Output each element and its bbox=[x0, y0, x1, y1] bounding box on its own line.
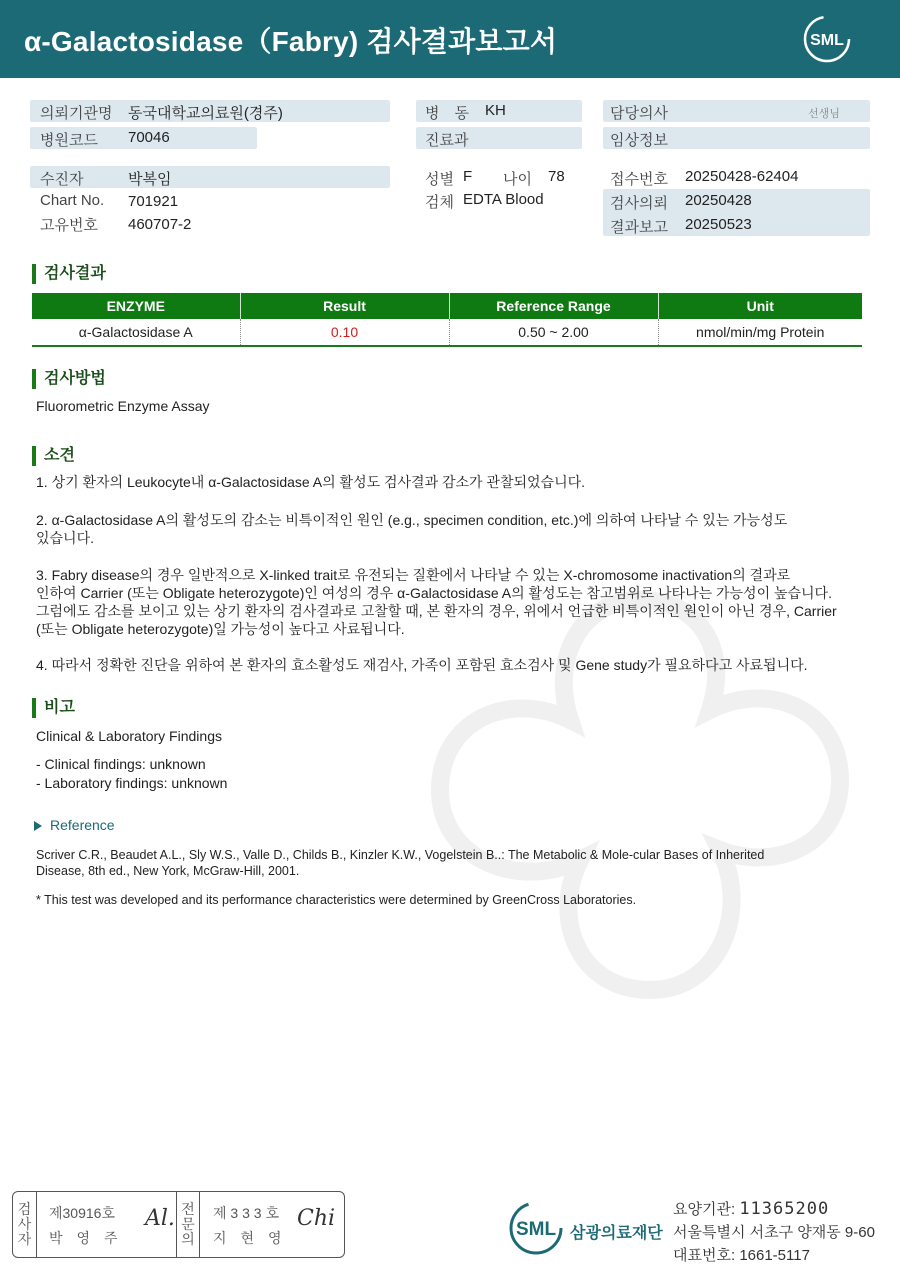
unique-label: 고유번호 bbox=[40, 217, 98, 234]
specialist-label-char: 전 bbox=[181, 1201, 195, 1217]
specialist-label-char: 의 bbox=[181, 1231, 195, 1247]
remarks-line-1: - Clinical findings: unknown bbox=[36, 756, 206, 772]
finding-3c: 그럼에도 감소를 보이고 있는 상기 환자의 검사결과로 고찰할 때, 본 환자의 경우, 위에서 언급한 비특이적인 원인이 아닌 경우, Carrier bbox=[36, 603, 837, 619]
range-cell: 0.50 ~ 2.00 bbox=[449, 319, 658, 346]
footer-code-label: 요양기관: bbox=[673, 1201, 736, 1218]
remarks-section-title: 비고 bbox=[32, 698, 75, 718]
doctor-label: 담당의사 bbox=[610, 105, 668, 122]
finding-4: 4. 따라서 정확한 진단을 위하여 본 환자의 효소활성도 재검사, 가족이 포함된 효소검사 및 Gene study가 필요하다고 사료됩니다. bbox=[36, 657, 808, 673]
age-label: 나이 bbox=[503, 171, 532, 188]
receipt-value: 20250428-62404 bbox=[685, 168, 799, 185]
finding-2a: 2. α-Galactosidase A의 활성도의 감소는 비특이적인 원인 (e.g., specimen condition, etc.)에 의하여 나타날 수 있는 가능성도 bbox=[36, 512, 788, 528]
method-section-title: 검사방법 bbox=[32, 369, 106, 389]
ward-value: KH bbox=[485, 102, 506, 119]
reference-title bbox=[34, 817, 115, 833]
specialist-name: 지 현 영 bbox=[213, 1230, 282, 1246]
watermark-logo-icon bbox=[400, 560, 880, 1060]
sex-label: 성별 bbox=[425, 171, 454, 188]
clinical-label: 임상정보 bbox=[610, 132, 668, 149]
receipt-label: 접수번호 bbox=[610, 171, 668, 188]
examiner-label-char: 자 bbox=[17, 1231, 32, 1247]
examiner-label-char: 사 bbox=[17, 1216, 32, 1232]
sex-value: F bbox=[463, 168, 473, 185]
specimen-value: EDTA Blood bbox=[463, 191, 544, 208]
footer-code-value: 11365200 bbox=[739, 1199, 830, 1219]
specimen-label: 검체 bbox=[425, 194, 454, 211]
table-row bbox=[32, 319, 862, 346]
signature-box bbox=[12, 1191, 345, 1258]
specialist-vertical-label bbox=[176, 1192, 200, 1257]
examiner-label-char: 검 bbox=[17, 1201, 32, 1217]
chart-label: Chart No. bbox=[40, 192, 105, 209]
finding-2b: 있습니다. bbox=[36, 530, 94, 546]
hospital-code-label: 병원코드 bbox=[40, 132, 98, 149]
triangle-right-icon bbox=[34, 821, 42, 831]
reference-title-text: Reference bbox=[50, 817, 115, 833]
dept-label: 진료과 bbox=[425, 132, 469, 149]
examiner-name: 박 영 주 bbox=[49, 1230, 118, 1246]
footer-phone-value: 1661-5117 bbox=[739, 1247, 810, 1264]
patient-value: 박복임 bbox=[128, 171, 172, 188]
results-table-header bbox=[32, 293, 862, 319]
col-range-header: Reference Range bbox=[449, 293, 658, 319]
col-unit-header: Unit bbox=[658, 293, 862, 319]
report-value: 20250523 bbox=[685, 216, 752, 233]
reference-line-2: Disease, 8th ed., New York, McGraw-Hill, 2001. bbox=[36, 864, 300, 878]
footer-address: 서울특별시 서초구 양재동 9-60 bbox=[673, 1224, 875, 1241]
enzyme-cell: α-Galactosidase A bbox=[32, 319, 240, 346]
finding-3a: 3. Fabry disease의 경우 일반적으로 X-linked trait로 유전되는 질환에서 나타날 수 있는 X-chromosome inactivation의 결과로 bbox=[36, 567, 791, 583]
report-title: α-Galactosidase（Fabry) 검사결과보고서 bbox=[24, 26, 558, 57]
col-result-header: Result bbox=[240, 293, 449, 319]
finding-1: 1. 상기 환자의 Leukocyte내 α-Galactosidase A의 활성도 검사결과 감소가 관찰되었습니다. bbox=[36, 474, 586, 490]
results-section-title: 검사결과 bbox=[32, 264, 106, 284]
specialist-signature: Chi bbox=[297, 1206, 336, 1231]
examiner-signature: Al. bbox=[145, 1206, 175, 1231]
examiner-license-no: 제30916호 bbox=[49, 1205, 115, 1221]
specialist-label-char: 문 bbox=[181, 1216, 195, 1232]
chart-value: 701921 bbox=[128, 193, 179, 210]
footer-sml-logo-icon bbox=[508, 1200, 568, 1256]
patient-bar bbox=[30, 166, 390, 188]
request-label: 검사의뢰 bbox=[610, 195, 668, 212]
footer-org-name: 삼광의료재단 bbox=[570, 1225, 663, 1242]
hospital-code-value: 70046 bbox=[128, 129, 170, 146]
patient-label: 수진자 bbox=[40, 171, 84, 188]
footer-code bbox=[673, 1198, 829, 1219]
result-cell: 0.10 bbox=[240, 319, 449, 346]
report-header bbox=[0, 0, 900, 78]
method-text: Fluorometric Enzyme Assay bbox=[36, 398, 210, 414]
institution-value: 동국대학교의료원(경주) bbox=[128, 105, 283, 122]
findings-section-title: 소견 bbox=[32, 446, 75, 466]
remarks-line-2: - Laboratory findings: unknown bbox=[36, 775, 228, 791]
footer-logo-text: SML bbox=[515, 1219, 557, 1240]
report-label: 결과보고 bbox=[610, 219, 668, 236]
reference-line-1: Scriver C.R., Beaudet A.L., Sly W.S., Valle D., Childs B., Kinzler K.W., Vogelstein B..: The Metabolic & Mole-cular Bases of Inherited bbox=[36, 848, 765, 862]
footer-phone bbox=[673, 1244, 810, 1265]
unit-cell: nmol/min/mg Protein bbox=[658, 319, 862, 346]
footer-phone-label: 대표번호: bbox=[673, 1247, 736, 1264]
age-value: 78 bbox=[548, 168, 565, 185]
col-enzyme-header: ENZYME bbox=[32, 293, 240, 319]
unique-value: 460707-2 bbox=[128, 216, 192, 233]
doctor-suffix: 선생님 bbox=[808, 108, 840, 120]
examiner-vertical-label bbox=[13, 1192, 37, 1257]
remarks-heading: Clinical & Laboratory Findings bbox=[36, 728, 222, 744]
sml-logo-icon bbox=[802, 14, 852, 64]
institution-label: 의뢰기관명 bbox=[40, 105, 113, 122]
specialist-license-no: 제 3 3 3 호 bbox=[213, 1205, 279, 1221]
reference-note: * This test was developed and its performance characteristics were determined by GreenCross Laboratories. bbox=[36, 893, 637, 907]
header-logo-text: SML bbox=[810, 32, 844, 49]
request-value: 20250428 bbox=[685, 192, 752, 209]
footer-logo bbox=[508, 1200, 663, 1261]
finding-3b: 인하여 Carrier (또는 Obligate heterozygote)인 여성의 경우 α-Galactosidase A의 활성도는 참고범위로 나타나는 가능성이 높습니다. bbox=[36, 585, 832, 601]
results-table bbox=[32, 293, 862, 347]
finding-3d: (또는 Obligate heterozygote)일 가능성이 높다고 사료됩니다. bbox=[36, 621, 405, 637]
ward-label: 병 동 bbox=[425, 105, 469, 122]
